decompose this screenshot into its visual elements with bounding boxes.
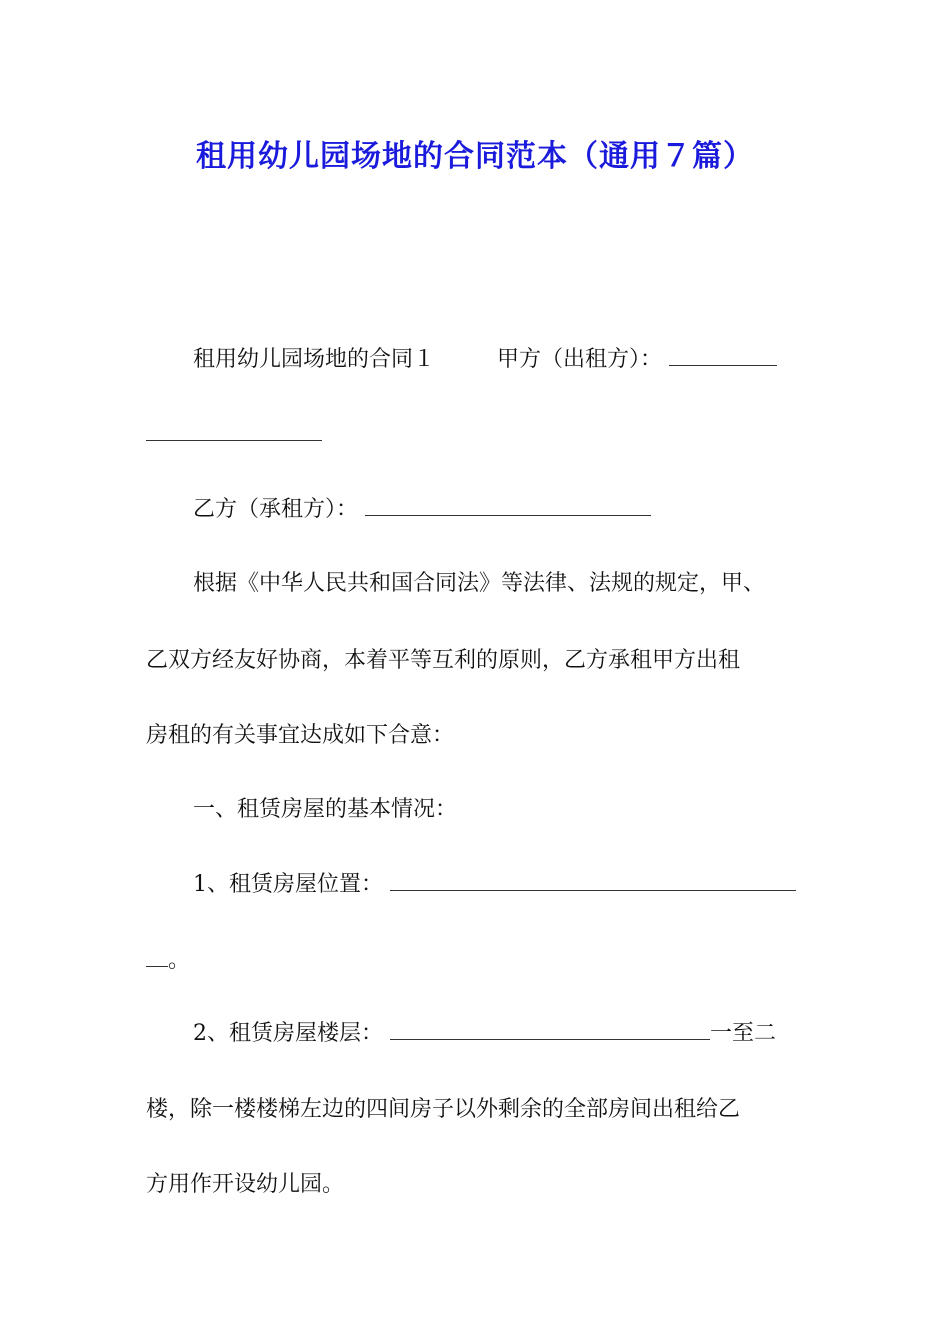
location-label: 1、租赁房屋位置：	[193, 872, 383, 897]
party-a-blank-continued	[146, 420, 322, 441]
party-b-label: 乙方（承租方）：	[193, 497, 359, 522]
party-a-blank	[669, 345, 777, 366]
floor-value: 一至二	[710, 1021, 777, 1046]
section-heading: 一、租赁房屋的基本情况：	[193, 797, 458, 822]
location-blank-continued-line	[146, 946, 190, 976]
paragraph-line: 乙双方经友好协商，本着平等互利的原则，乙方承租甲方出租	[146, 648, 741, 673]
location-end-punctuation: 。	[168, 948, 191, 973]
floor-blank	[390, 1019, 710, 1040]
contract-heading-line	[193, 345, 777, 375]
location-blank-continued	[146, 946, 168, 967]
location-line	[193, 870, 796, 900]
paragraph-line: 根据《中华人民共和国合同法》等法律、法规的规定，甲、	[193, 571, 766, 596]
party-b-line	[193, 495, 651, 525]
document-title: 租用幼儿园场地的合同范本（通用７篇）	[196, 139, 754, 174]
contract-heading: 租用幼儿园场地的合同１	[193, 347, 436, 372]
party-b-blank	[365, 495, 651, 516]
paragraph-line: 方用作开设幼儿园。	[146, 1172, 345, 1197]
location-blank	[390, 870, 796, 891]
floor-line	[193, 1019, 776, 1049]
party-a-label: 甲方（出租方）：	[497, 347, 663, 372]
paragraph-line: 房租的有关事宜达成如下合意：	[146, 723, 455, 748]
party-a-blank-continued-line	[146, 420, 322, 450]
floor-label: 2、租赁房屋楼层：	[193, 1021, 383, 1046]
paragraph-line: 楼，除一楼楼梯左边的四间房子以外剩余的全部房间出租给乙	[146, 1097, 741, 1122]
